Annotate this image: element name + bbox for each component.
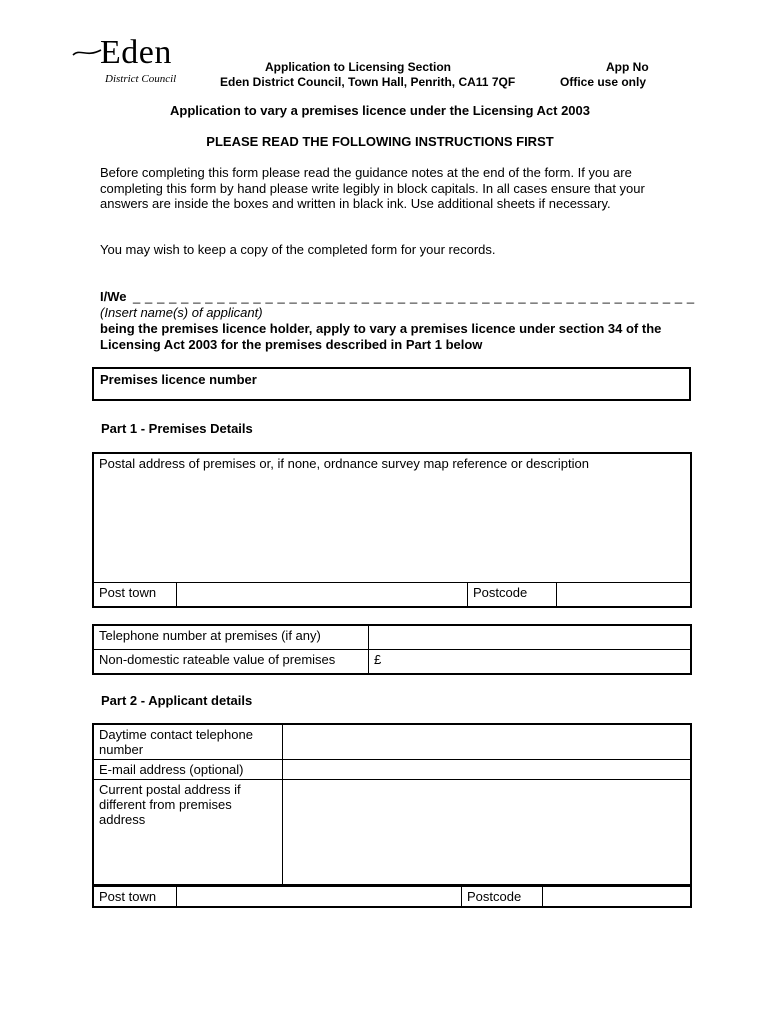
premises-licence-number-label: Premises licence number: [100, 372, 257, 387]
rateable-value-input[interactable]: [369, 650, 692, 675]
post-town-label: Post town: [93, 583, 177, 608]
part2-heading: Part 2 - Applicant details: [101, 693, 253, 708]
logo-swoosh-icon: [72, 46, 102, 60]
applicant-post-town-input[interactable]: [177, 886, 462, 907]
daytime-phone-label: Daytime contact telephone number: [93, 724, 283, 760]
daytime-phone-input[interactable]: [283, 724, 692, 760]
postcode-label: Postcode: [468, 583, 557, 608]
office-use-label: Office use only: [560, 75, 647, 89]
post-town-input[interactable]: [177, 583, 468, 608]
premises-telephone-input[interactable]: [369, 625, 692, 650]
header-address: Eden District Council, Town Hall, Penrith, CA11 7QF: [220, 75, 516, 89]
email-label: E-mail address (optional): [93, 760, 283, 780]
header-line1: Application to Licensing Section: [265, 60, 452, 74]
postal-address-label: Current postal address if different from premises address: [93, 780, 283, 886]
email-input[interactable]: [283, 760, 692, 780]
postal-address-input[interactable]: [283, 780, 692, 886]
applicant-posttown-table: [92, 885, 692, 908]
applicant-postcode-input[interactable]: [543, 886, 692, 907]
postcode-input[interactable]: [557, 583, 692, 608]
applicant-post-town-label: Post town: [93, 886, 177, 907]
app-no-label: App No: [606, 60, 649, 74]
instructions-heading: PLEASE READ THE FOLLOWING INSTRUCTIONS FIRST: [206, 134, 554, 149]
part1-heading: Part 1 - Premises Details: [101, 421, 253, 436]
intro-paragraph: Before completing this form please read the guidance notes at the end of the form. If you are completing this form by hand please write legibly in block capitals. In all cases ensure that your answers are inside the boxes and written in black ink. Use additional sheets if necessary.: [100, 165, 645, 211]
premises-contact-table: [92, 624, 692, 675]
premises-licence-number-box[interactable]: [92, 367, 691, 401]
rateable-value-label: Non-domestic rateable value of premises: [93, 650, 369, 675]
premises-address-table: [92, 452, 692, 608]
premises-address-field[interactable]: [93, 453, 691, 583]
applicant-details-table: [92, 723, 692, 886]
logo-subtitle: District Council: [105, 73, 177, 85]
keep-copy-note: You may wish to keep a copy of the completed form for your records.: [100, 242, 496, 257]
form-title: Application to vary a premises licence under the Licensing Act 2003: [170, 103, 590, 118]
applicant-name-hint: (Insert name(s) of applicant): [100, 305, 263, 320]
declaration-statement: being the premises licence holder, apply to vary a premises licence under section 34 of the Licensing Act 2003 for the premises described in Part 1 below: [100, 321, 662, 352]
applicant-postcode-label: Postcode: [462, 886, 543, 907]
iwe-label: I/We: [100, 289, 127, 304]
premises-address-label: Postal address of premises or, if none, ordnance survey map reference or description: [99, 456, 589, 471]
logo-wordmark: Eden: [100, 34, 172, 71]
applicant-name-line[interactable]: _ _ _ _ _ _ _ _ _ _ _ _ _ _ _ _ _ _ _ _ _ _ _ _ _ _ _ _ _ _ _ _ _ _ _ _ _ _ _ _ _ _ _ _ _ _ _: [133, 289, 695, 304]
premises-telephone-label: Telephone number at premises (if any): [93, 625, 369, 650]
currency-symbol: £: [374, 652, 382, 667]
